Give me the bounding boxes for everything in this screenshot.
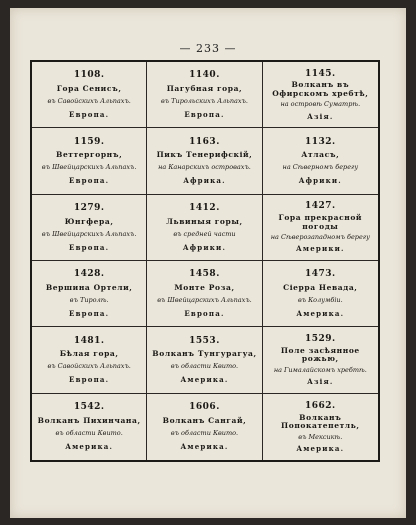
cell-loc: въ Тиролѣ. [69,295,109,304]
cell-loc: на Гималайскомъ хребтѣ. [273,365,367,374]
cell-region: Европа. [69,109,110,119]
cell-region: Европа. [184,308,225,318]
cell-name: Поле засѣянное рожью, [280,345,360,364]
cell-num: 1412. [189,203,220,214]
cell-name: Сіерра Невада, [283,282,358,292]
cell-region: Америка. [296,444,345,454]
cell-name: Волканъ Сангай, [162,415,247,425]
cell-region: Европа. [184,109,225,119]
cell-loc: на Сѣверномъ берегу [282,163,359,172]
table-cell [147,128,262,194]
cell-name: Львиныя горы, [166,216,243,226]
cell-loc: въ области Квито. [55,429,123,438]
cell-num: 1473. [304,269,336,280]
cell-num: 1108. [73,70,105,81]
cell-name: Гора прекрасной погоды [278,213,363,231]
cell-region: Америка. [180,375,229,385]
table-cell [147,62,262,128]
cell-num: 1458. [189,269,220,280]
cell-loc: въ Тирольскихъ Альпахъ. [161,96,248,105]
cell-region: Африка. [183,176,226,186]
cell-loc: въ Колумбіи. [297,295,343,304]
table-cell [263,394,378,460]
cell-region: Америка. [180,442,229,452]
cell-name: Атласъ, [301,150,340,160]
cell-loc: въ Савойскихъ Альпахъ. [47,362,131,371]
cell-num: 1529. [304,334,336,345]
table-cell [263,195,378,261]
cell-loc: въ Мексикѣ. [298,432,343,441]
cell-loc: въ Савойскихъ Альпахъ. [47,96,131,105]
cell-num: 1542. [73,402,105,413]
table-cell [32,261,147,327]
cell-region: Азія. [307,111,334,121]
table-cell [32,128,147,194]
cell-region: Америка. [65,442,114,452]
cell-loc: на островѣ Суматрѣ. [280,100,361,109]
book-page [10,8,406,518]
cell-num: 1662. [304,400,336,411]
cell-num: 1428. [73,269,105,280]
cell-name: Волканъ Попокатепетль, [281,412,360,431]
cell-loc: въ средней части [173,229,236,238]
cell-num: 1481. [73,335,105,346]
cell-name: Пикъ Тенерифскій, [156,150,253,160]
cell-loc: на Канарскихъ островахъ. [158,163,251,172]
table-cell [263,62,378,128]
table-cell [32,62,147,128]
cell-name: Монте Роза, [174,282,235,292]
cell-loc: въ Швейцарскихъ Альпахъ. [41,163,137,172]
cell-name: Веттергорнъ, [56,150,123,160]
cell-name: Волканъ Тунгурагуа, [152,349,257,359]
cell-region: Америка. [296,308,345,318]
table-cell [263,128,378,194]
cell-num: 1606. [189,402,220,413]
cell-loc: въ области Квито. [170,429,239,438]
cell-num: 1553. [189,335,220,346]
table-cell [263,261,378,327]
cell-num: 1427. [304,201,336,212]
cell-region: Европа. [69,176,110,186]
table-cell [147,261,262,327]
cell-loc: въ Швейцарскихъ Альпахъ. [41,229,137,238]
cell-num: 1140. [189,70,220,81]
table-cell [32,327,147,393]
cell-region: Америки. [296,244,345,254]
cell-name: Гора Сенисъ, [56,83,122,93]
cell-region: Азія. [307,376,334,386]
cell-name: Вершина Ортели, [45,282,133,292]
cell-name: Волканъ Пихинчана, [37,415,141,425]
table-cell [263,327,378,393]
mountain-table [30,60,380,462]
cell-loc: въ области Квито. [170,362,239,371]
cell-region: Европа. [69,375,110,385]
cell-num: 1163. [189,136,220,147]
cell-region: Европа. [69,242,110,252]
page-number: — 233 — [179,42,237,55]
cell-name: Пагубная гора, [166,83,243,93]
cell-region: Африки. [298,176,342,186]
cell-num: 1279. [73,203,105,214]
cell-num: 1132. [304,136,336,147]
cell-num: 1159. [73,136,105,147]
table-cell [147,394,262,460]
table-cell [147,195,262,261]
cell-loc: въ Швейцарскихъ Альпахъ. [157,295,252,304]
table-cell [32,195,147,261]
cell-loc: на Сѣверозападномъ берегу [270,233,370,242]
cell-name: Бѣлая гора, [59,349,119,359]
cell-num: 1145. [304,68,336,79]
cell-name: Волканъ въ Офирскомъ хребтѣ, [272,80,369,99]
table-cell [32,394,147,460]
cell-name: Юнгфера, [64,216,114,226]
cell-region: Африки. [182,242,227,252]
table-cell [147,327,262,393]
cell-region: Европа. [69,308,110,318]
